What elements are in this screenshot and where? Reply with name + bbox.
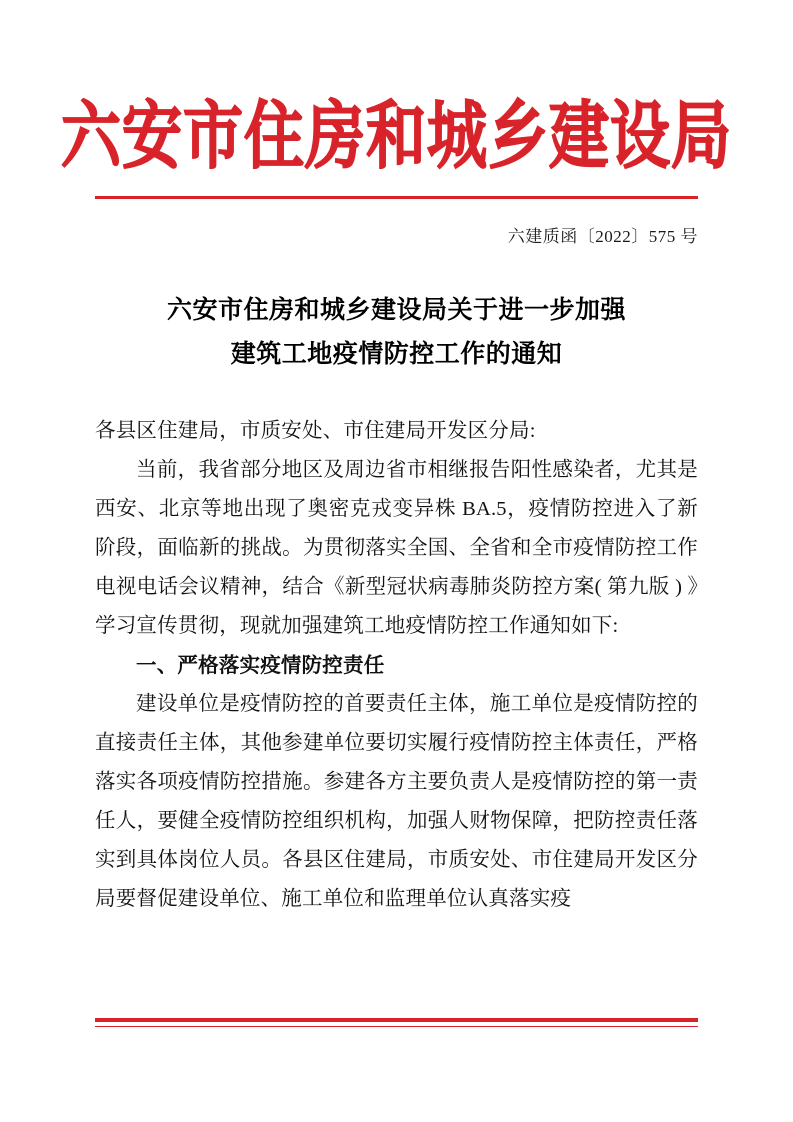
section-1-body: 建设单位是疫情防控的首要责任主体，施工单位是疫情防控的直接责任主体，其他参建单位要切实履行疫情防控主体责任，严格落实各项疫情防控措施。参建各方主要负责人是疫情防控的第一责任人，要健全疫情防控组织机构，加强人财物保障，把防控责任落实到具体岗位人员。各县区住建局，市质安处、市住建局开发区分局要督促建设单位、施工单位和监理单位认真落实疫 [95, 693, 698, 910]
page-title-line2: 建筑工地疫情防控工作的通知 [230, 339, 563, 368]
page-title [95, 288, 698, 376]
footer-red-rule-thin [95, 1026, 698, 1028]
salutation: 各县区住建局，市质安处、市住建局开发区分局: [95, 420, 536, 442]
header-red-rule [95, 196, 698, 199]
section-1-heading: 一、严格落实疫情防控责任 [136, 653, 385, 677]
document-number: 六建质函〔2022〕575 号 [507, 227, 698, 246]
letterhead-title: 六安市住房和城乡建设局 [61, 93, 732, 180]
paragraph-1: 当前，我省部分地区及周边省市相继报告阳性感染者，尤其是西安、北京等地出现了奥密克戎变异株 BA.5，疫情防控进入了新阶段，面临新的挑战。为贯彻落实全国、全省和全市疫情防控工作电视电话会议精神，结合《新型冠状病毒肺炎防控方案( 第九版 ) 》学习宣传贯彻，现就加强建筑工地疫情防控工作通知如下: [95, 459, 698, 637]
letterhead [0, 93, 793, 180]
document-body [95, 412, 698, 919]
page-title-line1: 六安市住房和城乡建设局关于进一步加强 [166, 295, 626, 324]
footer-red-rule-thick [95, 1018, 698, 1022]
